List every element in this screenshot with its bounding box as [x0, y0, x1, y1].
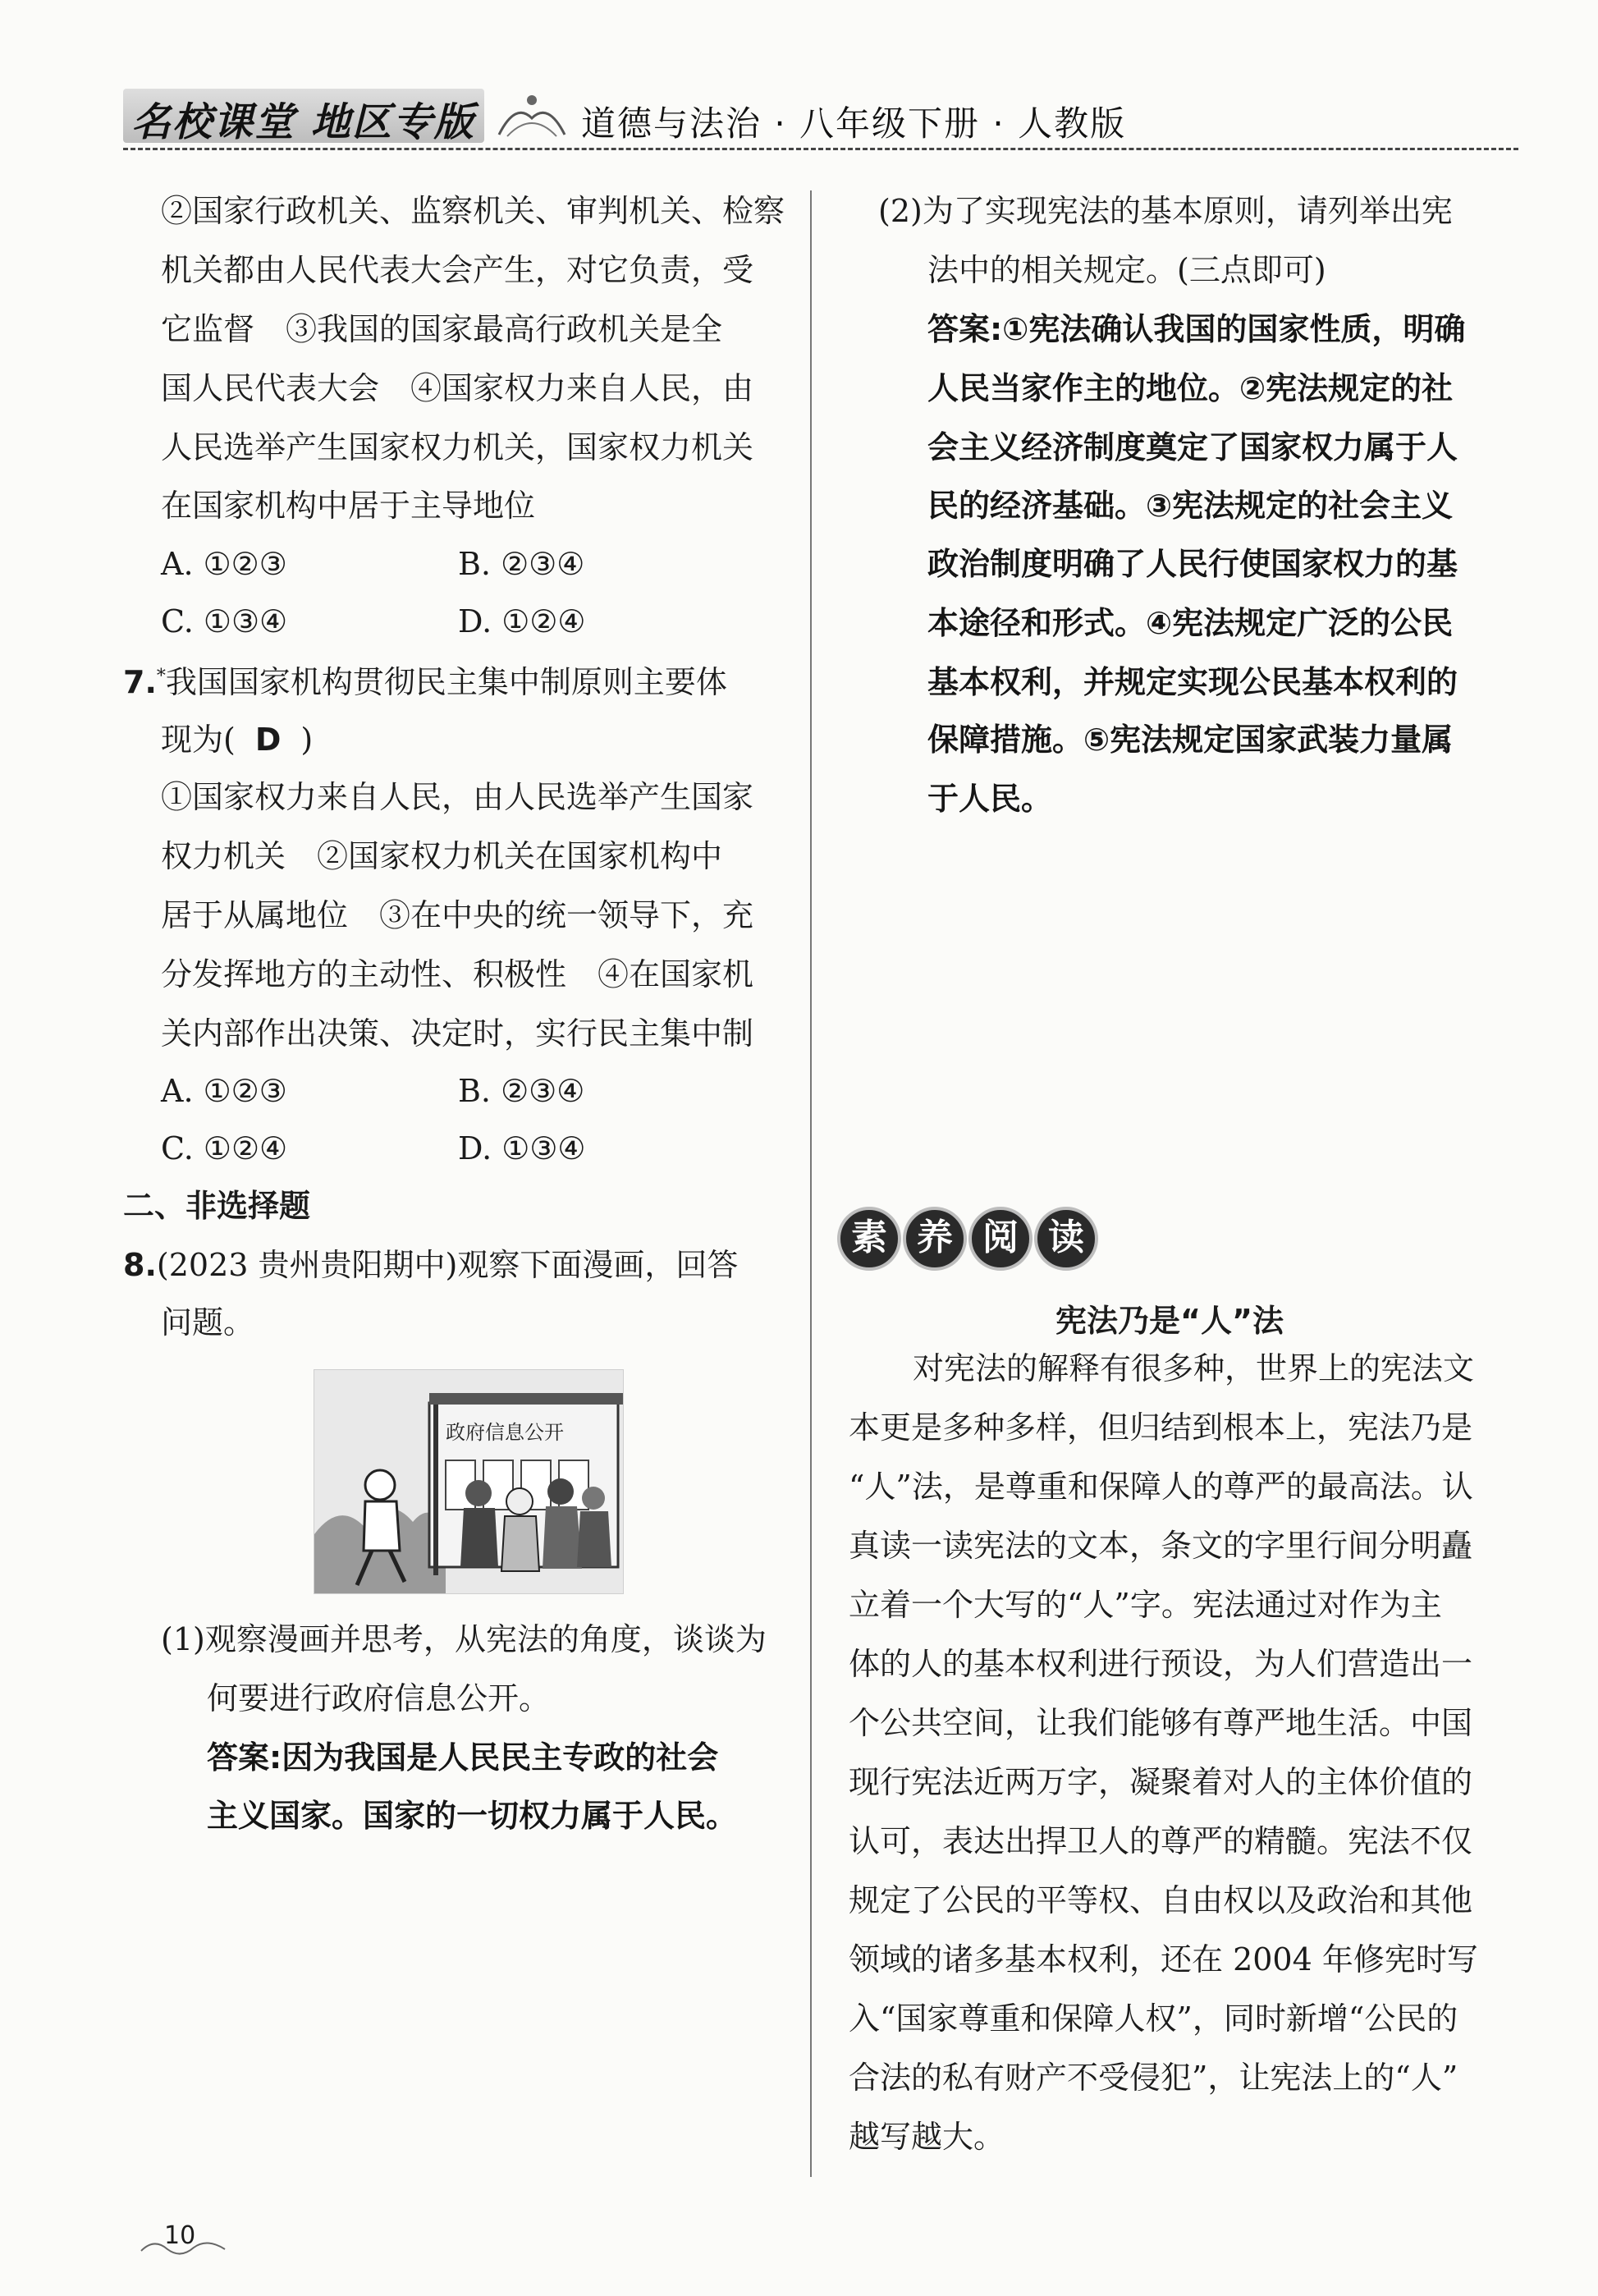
reading-line: 本更是多种多样，但归结到根本上，宪法乃是	[849, 1409, 1473, 1446]
reading-line: 入“国家尊重和保障人权”，同时新增“公民的	[849, 2000, 1458, 2037]
badge-char: 素	[837, 1207, 901, 1271]
q7-stem-prefix: 现为(	[161, 722, 236, 758]
q8-sub1-answer-line: 答案:因为我国是人民民主专政的社会	[207, 1739, 719, 1776]
q8-number: 8.	[123, 1247, 157, 1283]
q6-line: ②国家行政机关、监察机关、审判机关、检察	[161, 193, 785, 229]
reading-line: 规定了公民的平等权、自由权以及政治和其他	[849, 1882, 1473, 1918]
header-divider	[123, 148, 1518, 150]
cartoon-sign-text: 政府信息公开	[446, 1421, 564, 1444]
q6-line: 国人民代表大会 ④国家权力来自人民，由	[161, 370, 754, 406]
q7-answer: D	[254, 722, 282, 758]
section-title: 二、非选择题	[123, 1188, 311, 1224]
badge-char: 读	[1034, 1207, 1098, 1271]
q8-sub1-line: (1)观察漫画并思考，从宪法的角度，谈谈为	[161, 1621, 767, 1657]
badge-char: 阅	[968, 1207, 1033, 1271]
q7-line: 权力机关 ②国家权力机关在国家机构中	[161, 838, 723, 874]
q7-stem-line-2	[161, 722, 314, 758]
book-subject: 道德与法治 · 八年级下册 · 人教版	[581, 103, 1127, 144]
q7-line: 居于从属地位 ③在中央的统一领导下，充	[161, 897, 754, 933]
q6-option-a: A. ①②③	[161, 546, 287, 582]
q6-line: 机关都由人民代表大会产生，对它负责，受	[161, 252, 754, 288]
q8-sub2-answer-line: 答案:①宪法确认我国的国家性质，明确	[927, 311, 1466, 347]
page-number: 10	[164, 2221, 196, 2250]
q8-sub2-answer-line: 本途径和形式。④宪法规定广泛的公民	[927, 605, 1454, 641]
reading-line: 个公共空间，让我们能够有尊严地生活。中国	[849, 1705, 1473, 1741]
reading-line: 合法的私有财产不受侵犯”，让宪法上的“人”	[849, 2060, 1458, 2096]
reading-line: 越写越大。	[849, 2119, 1005, 2155]
reading-line: 对宪法的解释有很多种，世界上的宪法文	[913, 1350, 1475, 1386]
q8-sub2-line: 法中的相关规定。(三点即可)	[927, 252, 1326, 288]
q7-star: *	[156, 666, 166, 687]
q8-sub2-answer-line: 民的经济基础。③宪法规定的社会主义	[927, 488, 1454, 524]
q6-line: 在国家机构中居于主导地位	[161, 488, 536, 524]
cartoon-image	[314, 1369, 624, 1594]
q8-sub2-answer-line: 会主义经济制度奠定了国家权力属于人	[927, 429, 1458, 465]
q8-sub1-line: 何要进行政府信息公开。	[207, 1680, 551, 1716]
q7-option-c: C. ①②④	[161, 1130, 288, 1166]
q6-option-b: B. ②③④	[458, 546, 585, 582]
q8-sub2-answer-line: 于人民。	[927, 781, 1053, 817]
q7-stem-line	[123, 664, 727, 700]
q7-line: 关内部作出决策、决定时，实行民主集中制	[161, 1015, 754, 1052]
header-ornament-icon	[491, 85, 573, 143]
reading-line: 认可，表达出捍卫人的尊严的精髓。宪法不仅	[849, 1823, 1473, 1859]
q6-option-d: D. ①②④	[458, 603, 586, 639]
q7-line: ①国家权力来自人民，由人民选举产生国家	[161, 779, 754, 815]
reading-line: 体的人的基本权利进行预设，为人们营造出一	[849, 1646, 1473, 1682]
q8-stem-line	[123, 1249, 738, 1281]
reading-line: 真读一读宪法的文本，条文的字里行间分明矗	[849, 1528, 1473, 1564]
q7-number: 7.	[123, 664, 157, 700]
q7-option-b: B. ②③④	[458, 1073, 585, 1109]
brand-title: 名校课堂 地区专版	[131, 99, 475, 145]
q7-stem-suffix: )	[300, 722, 314, 758]
q6-line: 它监督 ③我国的国家最高行政机关是全	[161, 311, 723, 347]
cartoon-drawing	[314, 1370, 623, 1593]
q6-line: 人民选举产生国家权力机关，国家权力机关	[161, 429, 754, 465]
q8-stem-line-2: 问题。	[161, 1304, 255, 1340]
q8-stem-text: (2023 贵州贵阳期中)观察下面漫画，回答	[156, 1247, 739, 1283]
q8-sub2-answer-line: 保障措施。⑤宪法规定国家武装力量属	[927, 722, 1454, 758]
reading-line: 领域的诸多基本权利，还在 2004 年修宪时写	[849, 1941, 1478, 1977]
q8-sub2-answer-line: 人民当家作主的地位。②宪法规定的社	[927, 370, 1454, 406]
badge-char: 养	[903, 1207, 967, 1271]
reading-title: 宪法乃是“人”法	[1055, 1303, 1284, 1339]
q8-sub2-line: (2)为了实现宪法的基本原则，请列举出宪	[878, 193, 1453, 229]
q7-option-d: D. ①③④	[458, 1130, 586, 1166]
q8-sub2-answer-line: 政治制度明确了人民行使国家权力的基	[927, 546, 1458, 582]
reading-badge	[837, 1200, 1124, 1274]
column-divider	[810, 190, 812, 2177]
reading-line: 现行宪法近两万字，凝聚着对人的主体价值的	[849, 1764, 1473, 1800]
q8-sub2-answer-line: 基本权利，并规定实现公民基本权利的	[927, 664, 1458, 700]
q8-sub1-answer-line: 主义国家。国家的一切权力属于人民。	[207, 1798, 738, 1834]
q7-line: 分发挥地方的主动性、积极性 ④在国家机	[161, 956, 754, 992]
q7-option-a: A. ①②③	[161, 1073, 287, 1109]
q7-stem-text: 我国国家机构贯彻民主集中制原则主要体	[165, 664, 727, 700]
reading-line: 立着一个大写的“人”字。宪法通过对作为主	[849, 1587, 1442, 1623]
q6-option-c: C. ①③④	[161, 603, 288, 639]
reading-line: “人”法，是尊重和保障人的尊严的最高法。认	[849, 1469, 1473, 1505]
